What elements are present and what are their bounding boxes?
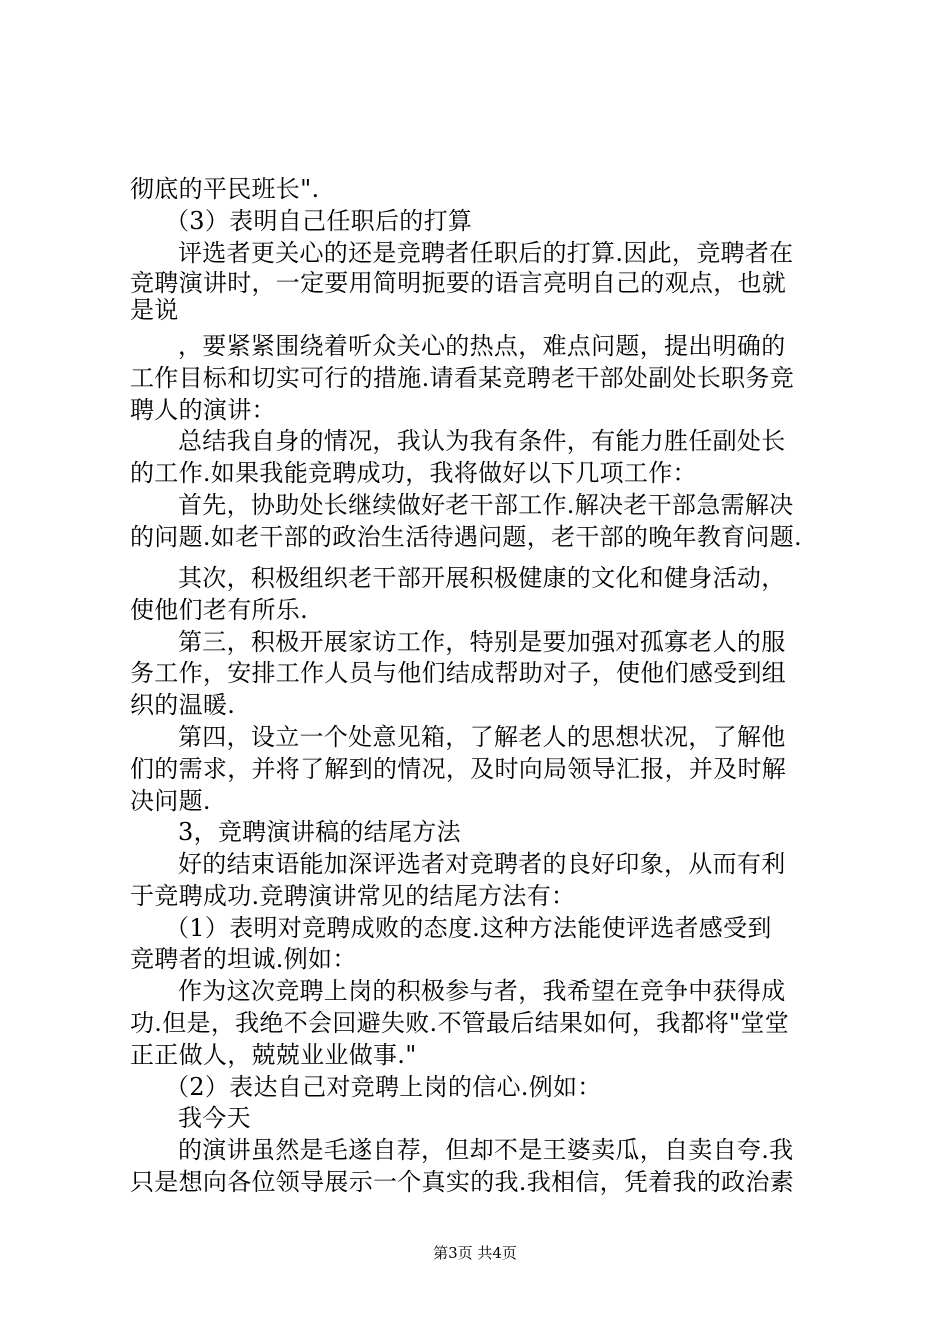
- text-line: 们的需求，并将了解到的情况，及时向局领导汇报，并及时解: [130, 755, 787, 783]
- text-line: 织的温暖.: [130, 691, 236, 719]
- text-line: （3）表明自己任职后的打算: [165, 207, 473, 235]
- text-line: （1）表明对竞聘成败的态度.这种方法能使评选者感受到: [165, 914, 772, 942]
- text-line: 决问题.: [130, 787, 211, 815]
- text-line: 竞聘者的坦诚.例如：: [130, 945, 357, 973]
- page-footer: 第3页 共4页: [433, 1244, 517, 1262]
- text-line: 首先，协助处长继续做好老干部工作.解决老干部急需解决: [178, 491, 794, 519]
- text-line: 务工作，安排工作人员与他们结成帮助对子，使他们感受到组: [130, 659, 787, 687]
- text-line: 评选者更关心的还是竞聘者任职后的打算.因此，竞聘者在: [178, 239, 794, 267]
- text-line: 总结我自身的情况，我认为我有条件，有能力胜任副处长: [178, 427, 786, 455]
- text-line: 我今天: [178, 1104, 251, 1132]
- text-line: 使他们老有所乐.: [130, 596, 309, 624]
- text-line: 工作目标和切实可行的措施.请看某竞聘老干部处副处长职务竞: [130, 364, 795, 392]
- text-line: 其次，积极组织老干部开展积极健康的文化和健身活动，: [178, 564, 786, 592]
- text-line: 第三，积极开展家访工作，特别是要加强对孤寡老人的服: [178, 628, 786, 656]
- text-line: 于竞聘成功.竞聘演讲常见的结尾方法有：: [130, 882, 576, 910]
- text-line: 只是想向各位领导展示一个真实的我.我相信，凭着我的政治素: [130, 1168, 795, 1196]
- text-line: 竞聘演讲时，一定要用简明扼要的语言亮明自己的观点，也就: [130, 269, 787, 297]
- text-line: 彻底的平民班长".: [130, 175, 320, 203]
- text-line: 的演讲虽然是毛遂自荐，但却不是王婆卖瓜，自卖自夸.我: [178, 1136, 794, 1164]
- text-line: 聘人的演讲：: [130, 396, 276, 424]
- text-line: ，要紧紧围绕着听众关心的热点，难点问题，提出明确的: [178, 332, 786, 360]
- text-line: 功.但是，我绝不会回避失败.不管最后结果如何，我都将"堂堂: [130, 1009, 789, 1037]
- text-line: （2）表达自己对竞聘上岗的信心.例如：: [165, 1073, 602, 1101]
- text-line: 第四，设立一个处意见箱，了解老人的思想状况，了解他: [178, 723, 786, 751]
- text-line: 的问题.如老干部的政治生活待遇问题，老干部的晚年教育问题.: [130, 523, 802, 551]
- text-line: 好的结束语能加深评选者对竞聘者的良好印象，从而有利: [178, 850, 786, 878]
- text-line: 正正做人，兢兢业业做事.": [130, 1041, 417, 1069]
- text-line: 的工作.如果我能竞聘成功，我将做好以下几项工作：: [130, 459, 697, 487]
- text-line: 3，竞聘演讲稿的结尾方法: [178, 818, 461, 846]
- text-line: 作为这次竞聘上岗的积极参与者，我希望在竞争中获得成: [178, 977, 786, 1005]
- text-line: 是说: [130, 296, 179, 324]
